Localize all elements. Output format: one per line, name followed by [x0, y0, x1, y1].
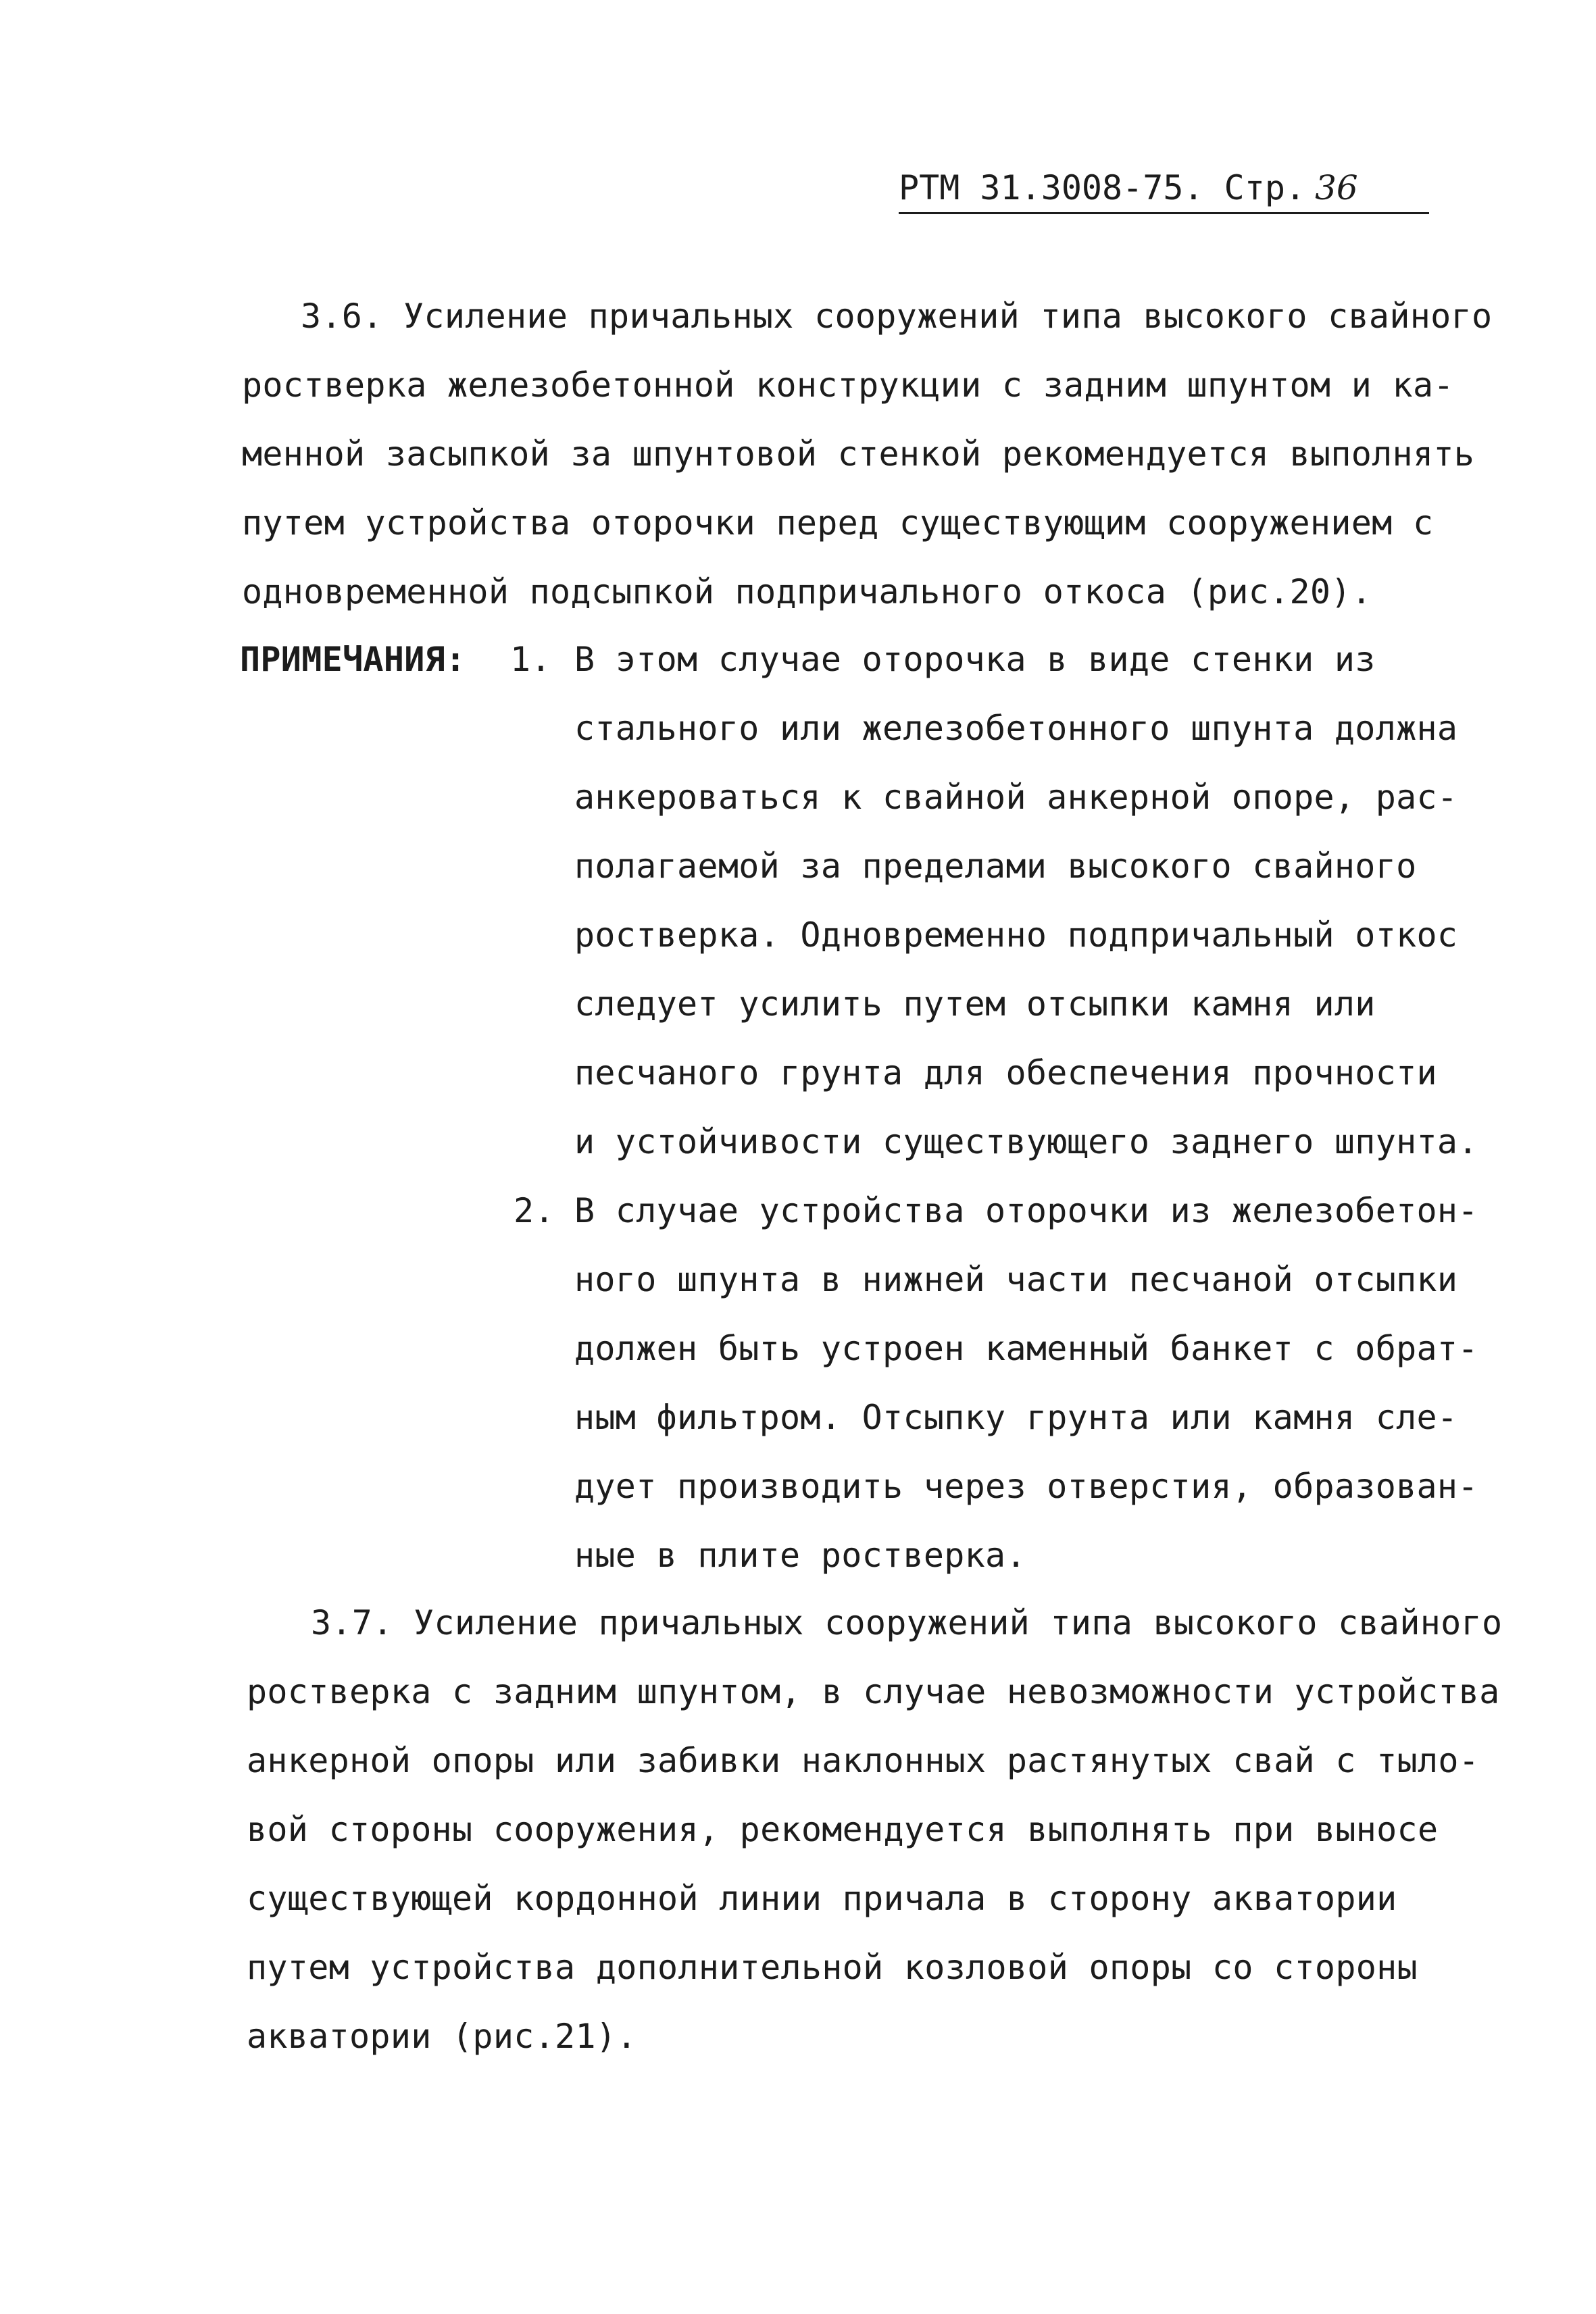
note-line: и устойчивости существующего заднего шпунта. — [574, 1122, 1478, 1161]
paragraph-line: вой стороны сооружения, рекомендуется выполнять при выносе — [247, 1810, 1439, 1849]
note-line: В случае устройства оторочки из железобетон- — [574, 1191, 1478, 1230]
note-number: 2. — [514, 1191, 555, 1230]
paragraph-line: ростверка с задним шпунтом, в случае невозможности устройства — [247, 1672, 1500, 1711]
paragraph-line: существующей кордонной линии причала в сторону акватории — [247, 1879, 1397, 1918]
paragraph-line: анкерной опоры или забивки наклонных растянутых свай с тыло- — [247, 1741, 1480, 1780]
note-line: полагаемой за пределами высокого свайного — [574, 847, 1417, 886]
paragraph-line: акватории (рис.21). — [247, 2017, 637, 2056]
note-line: песчаного грунта для обеспечения прочности — [574, 1053, 1437, 1092]
note-line: стального или железобетонного шпунта должна — [574, 709, 1458, 748]
note-line: ного шпунта в нижней части песчаной отсыпки — [574, 1260, 1458, 1299]
note-line: ростверка. Одновременно подпричальный откос — [574, 915, 1458, 955]
header-underline — [899, 212, 1429, 214]
note-line: анкероваться к свайной анкерной опоре, рас- — [574, 778, 1458, 817]
page-header — [899, 168, 1358, 208]
note-line: ным фильтром. Отсыпку грунта или камня сле- — [574, 1398, 1458, 1437]
page-number: 36 — [1315, 168, 1358, 207]
document-code: РТМ 31.3008-75. Стр. — [899, 168, 1306, 207]
paragraph-line: 3.6. Усиление причальных сооружений типа высокого свайного — [301, 297, 1493, 336]
paragraph-line: путем устройства дополнительной козловой опоры со стороны — [247, 1948, 1418, 1987]
paragraph-line: 3.7. Усиление причальных сооружений типа высокого свайного — [311, 1603, 1503, 1642]
note-line: ные в плите ростверка. — [574, 1536, 1026, 1575]
note-number: 1. — [510, 640, 551, 679]
note-line: следует усилить путем отсыпки камня или — [574, 984, 1376, 1024]
note-line: должен быть устроен каменный банкет с обрат- — [574, 1329, 1478, 1368]
paragraph-line: путем устройства оторочки перед существующим сооружением с — [242, 503, 1434, 543]
note-line: дует производить через отверстия, образован- — [574, 1467, 1478, 1506]
paragraph-line: менной засыпкой за шпунтовой стенкой рекомендуется выполнять — [242, 434, 1475, 474]
note-line: В этом случае оторочка в виде стенки из — [574, 640, 1376, 679]
notes-label: ПРИМЕЧАНИЯ: — [240, 640, 466, 679]
paragraph-line: ростверка железобетонной конструкции с задним шпунтом и ка- — [242, 366, 1454, 405]
paragraph-line: одновременной подсыпкой подпричального откоса (рис.20). — [242, 572, 1372, 611]
